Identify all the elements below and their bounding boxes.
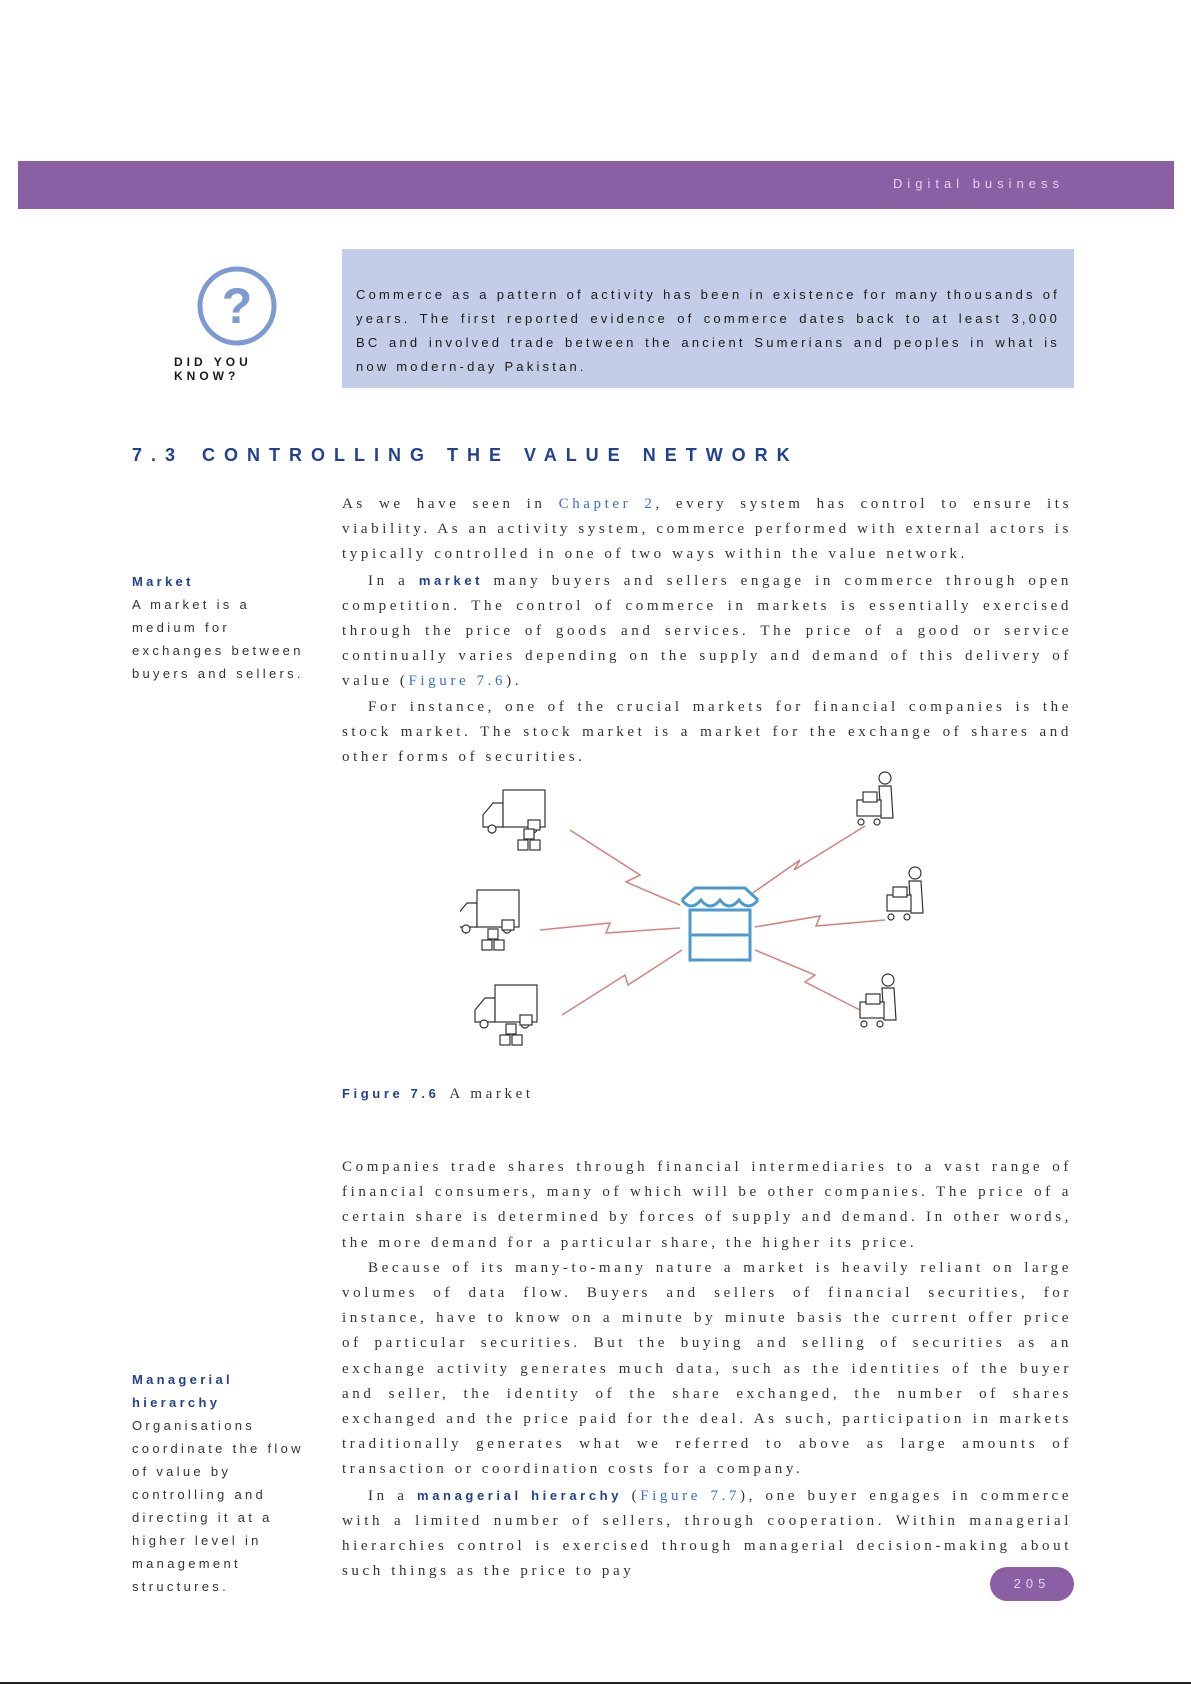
bottom-rule: [0, 1682, 1191, 1684]
shopper-icon: [887, 867, 923, 920]
connection-line: [755, 950, 860, 1010]
market-keyword: market: [418, 572, 484, 588]
body-text-bottom: [342, 1155, 1072, 1584]
svg-text:?: ?: [221, 278, 253, 334]
paragraph-1: As we have seen in Chapter 2, every system has control to ensure its viability. As an activity system, commerce performed with external actors is typically controlled in one of two ways within the value network.: [342, 496, 1073, 563]
paragraph-5: Because of its many-to-many nature a market is heavily reliant on large volumes of data flow. Buyers and sellers of financial securities, for instance, have to know on a minute by minute basis the current offer price of particular securities. But the buying and selling of securities as an exchange activity generates much data, such as the identities of the buyer and seller, the identity of the share exchanged, the number of shares exchanged and the price paid for the deal. As such, participation in markets traditionally generates what we referred to above as large amounts of transaction or coordination costs for a company.: [342, 1259, 1072, 1478]
figure-number: Figure 7.6: [342, 1086, 440, 1101]
did-you-know-text: Commerce as a pattern of activity has been in existence for many thousands of years. The first reported evidence of commerce dates back to at least 3,000 BC and involved trade between the ancient Sumerians and peoples in what is now modern-day Pakistan.: [356, 287, 1060, 374]
paragraph-4: Companies trade shares through financial intermediaries to a vast range of financial consumers, many of which will be other companies. The price of a certain share is determined by forces of supply and demand. In other words, the more demand for a particular share, the higher its price.: [342, 1159, 1072, 1251]
body-text-top: [342, 492, 1072, 770]
page-number: 205: [990, 1567, 1074, 1601]
connection-lines: [540, 826, 885, 1015]
question-mark-icon: [197, 266, 277, 346]
connection-line: [562, 950, 682, 1015]
section-title: CONTROLLING THE VALUE NETWORK: [202, 445, 799, 465]
figure-caption-text: A market: [449, 1086, 534, 1102]
figure-7-7-link[interactable]: Figure 7.7: [640, 1487, 741, 1504]
connection-line: [750, 826, 865, 895]
truck-icon: [483, 790, 545, 850]
did-you-know-label: DID YOU KNOW?: [174, 355, 252, 383]
margin-definition-market: A market is a medium for exchanges between buyers and sellers.: [132, 597, 304, 681]
paragraph-2: In a market many buyers and sellers engage in commerce through open competition. The control of commerce in markets is essentially exercised through the price of goods and services. The price of a good or service continually varies depending on the supply and demand of this delivery of value (Figure 7.6).: [342, 572, 1072, 690]
connection-line: [570, 830, 680, 905]
margin-term-managerial-hierarchy: Managerial hierarchy: [132, 1372, 233, 1410]
did-you-know-box: [342, 249, 1074, 388]
margin-term-market: Market: [132, 574, 194, 589]
market-figure: [460, 760, 940, 1080]
margin-note-market: [132, 570, 322, 685]
chapter-2-link[interactable]: Chapter 2: [558, 496, 656, 512]
shopper-icon: [860, 974, 896, 1027]
figure-7-6-link[interactable]: Figure 7.6: [408, 673, 507, 690]
figure-caption: [342, 1086, 534, 1103]
margin-note-managerial-hierarchy: [132, 1368, 322, 1598]
margin-definition-managerial-hierarchy: Organisations coordinate the flow of value by controlling and directing it at a higher level in management structures.: [132, 1418, 304, 1594]
paragraph-6: In a managerial hierarchy (Figure 7.7), one buyer engages in commerce with a limited number of sellers, through cooperation. Within managerial hierarchies control is exercised through managerial decision-making about such things as the price to pay: [342, 1487, 1072, 1580]
running-header-title: Digital business: [892, 176, 1064, 191]
shopper-icon: [857, 772, 893, 825]
section-number: 7.3: [132, 445, 185, 465]
store-icon: [682, 888, 758, 960]
paragraph-3: For instance, one of the crucial markets for financial companies is the stock market. The stock market is a market for the exchange of shares and other forms of securities.: [342, 698, 1072, 766]
truck-icon: [460, 890, 519, 950]
connection-line: [540, 923, 680, 933]
header-band: [18, 161, 1174, 209]
connection-line: [755, 916, 885, 927]
managerial-hierarchy-keyword: managerial hierarchy: [417, 1487, 623, 1503]
truck-icon: [475, 985, 537, 1045]
section-heading: [132, 445, 799, 466]
